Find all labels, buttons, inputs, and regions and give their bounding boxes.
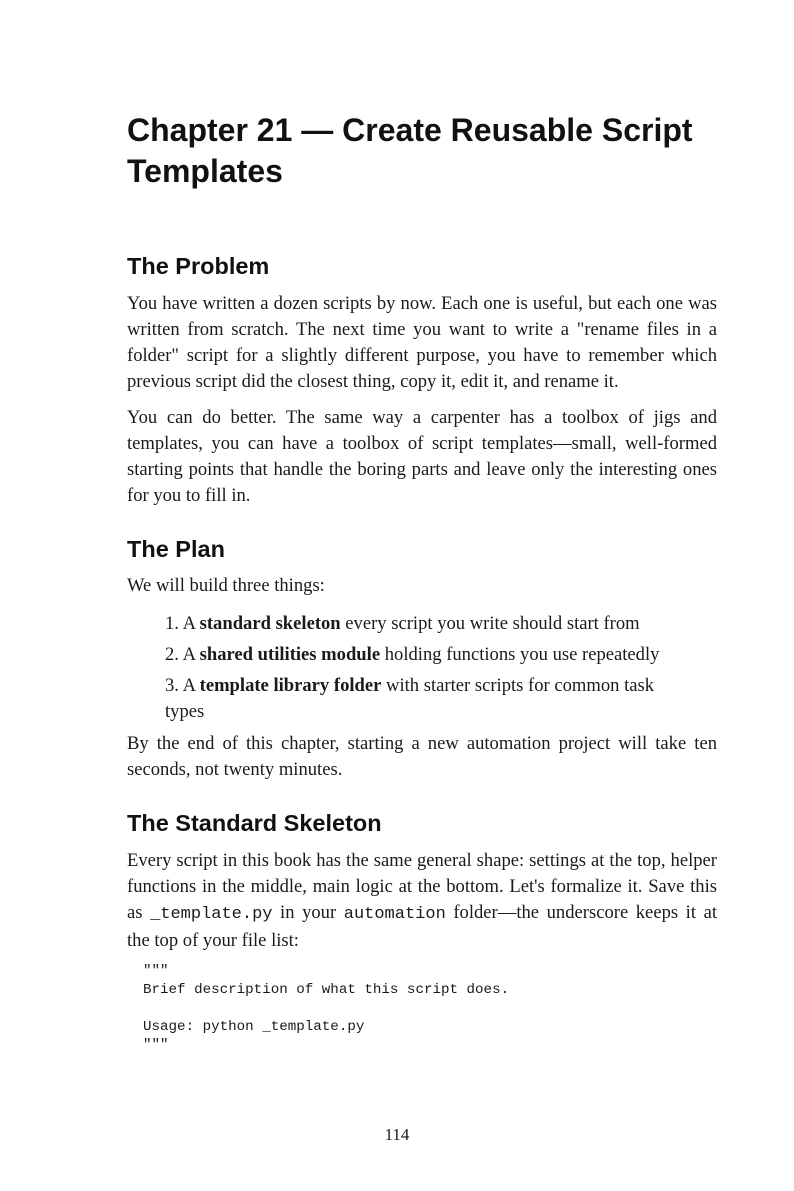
list-item-text: with starter scripts for common task types <box>165 675 655 722</box>
list-item-number: 2. A <box>165 644 200 665</box>
skeleton-paragraph <box>127 848 717 954</box>
list-item-text: every script you write should start from <box>340 613 640 634</box>
skeleton-text-2: in your <box>272 902 344 923</box>
problem-paragraph-1: You have written a dozen scripts by now. Each one is useful, but each one was written from scratch. The next time you want to write a "rename files in a folder" script for a slightly different purpose, you have to remember which previous script did the closest thing, copy it, edit it, and rename it. <box>127 293 717 392</box>
skeleton-text-1: Every script in this book has the same general shape: settings at the top, helper functions in the middle, main logic at the bottom. Let's formalize it. Save this as <box>127 850 717 923</box>
list-item-number: 1. A <box>165 613 200 634</box>
section-heading-skeleton: The Standard Skeleton <box>127 810 382 836</box>
list-item <box>165 642 685 668</box>
page-number: 114 <box>384 1125 410 1144</box>
chapter-title: Chapter 21 — Create Reusable Script Templates <box>127 112 693 189</box>
list-item-bold: standard skeleton <box>199 613 341 634</box>
plan-intro: We will build three things: <box>127 575 325 596</box>
code-block: """ Brief description of what this script does. Usage: python _template.py """ <box>143 963 510 1053</box>
list-item-bold: shared utilities module <box>199 644 381 665</box>
section-heading-problem: The Problem <box>127 253 270 279</box>
plan-outro: By the end of this chapter, starting a new automation project will take ten seconds, not twenty minutes. <box>127 733 717 780</box>
list-item-bold: template library folder <box>199 675 382 696</box>
inline-code-filename: _template.py <box>150 905 273 924</box>
list-item-text: holding functions you use repeatedly <box>380 644 660 665</box>
list-item <box>165 611 685 637</box>
list-item-number: 3. A <box>165 675 200 696</box>
list-item <box>165 673 685 725</box>
inline-code-folder: automation <box>343 905 446 924</box>
skeleton-text-3: folder—the underscore keeps it at the top of your file list: <box>127 902 717 951</box>
section-heading-plan: The Plan <box>127 536 225 562</box>
problem-paragraph-2: You can do better. The same way a carpenter has a toolbox of jigs and templates, you can have a toolbox of script templates—small, well-formed starting points that handle the boring parts and leave only the interesting ones for you to fill in. <box>127 407 717 506</box>
